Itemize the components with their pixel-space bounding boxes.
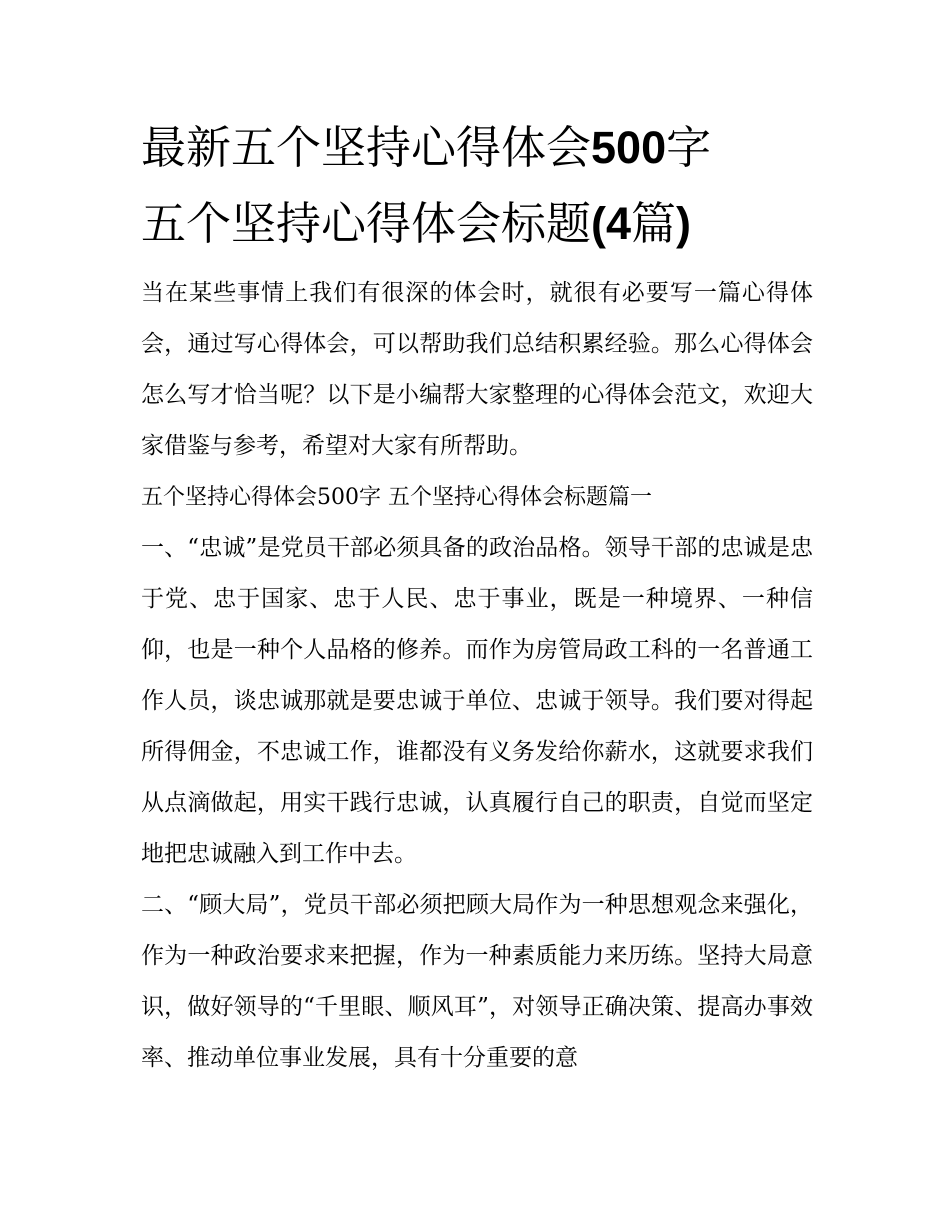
title-line-2-suffix: 篇 — [631, 197, 677, 250]
document-content — [141, 110, 813, 1084]
title-line-1-suffix: 字 — [666, 121, 712, 174]
title-line-1-number: 500 — [591, 122, 667, 173]
body-paragraph-2: 二、“顾大局”，党员干部必须把顾大局作为一种思想观念来强化，作为一种政治要求来把握，作为一种素质能力来历练。坚持大局意识，做好领导的“千里眼、顺风耳”，对领导正确决策、提高办事效率、推动单位事业发展，具有十分重要的意 — [141, 892, 813, 1071]
title-line-2 — [141, 186, 813, 262]
title-line-1-text: 最新五个坚持心得体会 — [141, 121, 592, 174]
section-heading: 五个坚持心得体会500字 五个坚持心得体会标题篇一 — [141, 485, 652, 510]
title-line-2-close: ) — [676, 198, 692, 249]
body-paragraph-1: 一、“忠诚”是党员干部必须具备的政治品格。领导干部的忠诚是忠于党、忠于国家、忠于人民、忠于事业，既是一种境界、一种信仰，也是一种个人品格的修养。而作为房管局政工科的一名普通工作人员，谈忠诚那就是要忠诚于单位、忠诚于领导。我们要对得起所得佣金，不忠诚工作，谁都没有义务发给你薪水，这就要求我们从点滴做起，用实干践行忠诚，认真履行自己的职责，自觉而坚定地把忠诚融入到工作中去。 — [141, 535, 813, 867]
title-line-2-text: 五个坚持心得体会标题 — [141, 197, 592, 250]
title-line-1 — [141, 110, 813, 186]
title-line-2-number: (4 — [591, 198, 632, 249]
document-title — [141, 110, 813, 262]
intro-paragraph: 当在某些事情上我们有很深的体会时，就很有必要写一篇心得体会，通过写心得体会，可以帮助我们总结积累经验。那么心得体会怎么写才恰当呢？以下是小编帮大家整理的心得体会范文，欢迎大家借鉴与参考，希望对大家有所帮助。 — [141, 280, 813, 459]
